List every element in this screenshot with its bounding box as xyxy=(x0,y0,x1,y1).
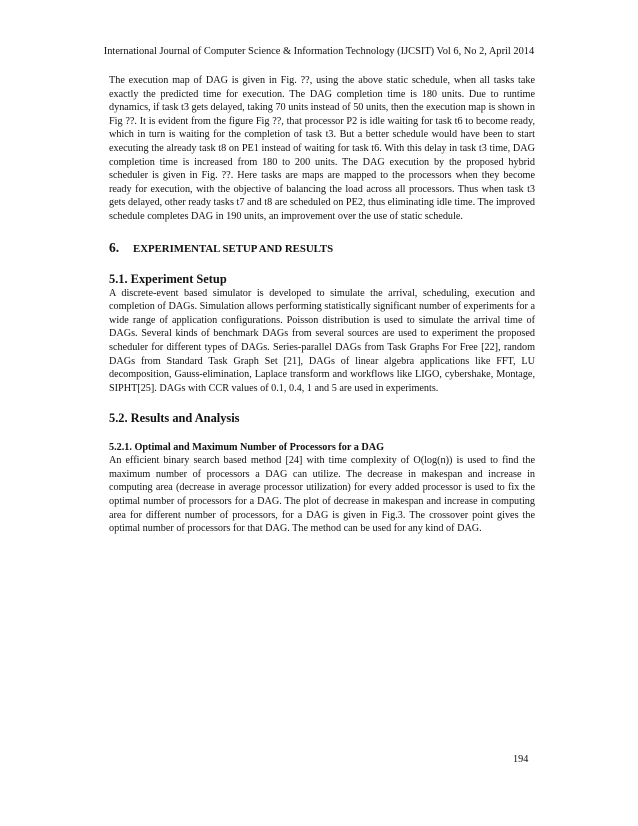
page-content xyxy=(109,74,535,536)
section-heading-6 xyxy=(109,241,535,256)
subsection-heading-5-1: 5.1. Experiment Setup xyxy=(109,271,227,286)
section-number: 6. xyxy=(109,239,120,255)
running-header: International Journal of Computer Science & Information Technology (IJCSIT) Vol 6, No 2, April 2014 xyxy=(103,46,535,57)
setup-paragraph: A discrete-event based simulator is developed to simulate the arrival, scheduling, execution and completion of DAGs. Simulation allows performing statistically significant number of experiments for a wide range of application configurations. Poisson distribution is used to simulate the arrival time of DAGs. Several kinds of benchmark DAGs from several sources are used to experiment the proposed scheduler for different types of DAGs. Series-parallel DAGs from Task Graphs For Free [22], random DAGs from Standard Task Graph Set [21], DAGs of linear algebra applications like FFT, LU decomposition, Gauss-elimination, Laplace transform and workflows like LIGO, cybershake, Montage, SIPHT[25]. DAGs with CCR values of 0.1, 0.4, 1 and 5 are used in experiments. xyxy=(109,287,535,394)
section-title: EXPERIMENTAL SETUP AND RESULTS xyxy=(133,242,334,255)
optimal-processors-paragraph: An efficient binary search based method [24] with time complexity of O(log(n)) is used to find the maximum number of processors a DAG can utilize. The decrease in makespan and increase in computing area (decrease in average processor utilization) for every added processor is used to fix the optimal number of processors for a DAG. The plot of decrease in makespan and increase in computing area for different number of processors, for a DAG is given in Fig.3. The crossover point gives the optimal number of processors for that DAG. The method can be used for any kind of DAG. xyxy=(109,455,535,535)
subsection-heading-5-2: 5.2. Results and Analysis xyxy=(109,411,240,426)
subsubsection-heading-5-2-1: 5.2.1. Optimal and Maximum Number of Processors for a DAG xyxy=(109,442,385,454)
page-number: 194 xyxy=(513,754,529,765)
intro-paragraph: The execution map of DAG is given in Fig. ??, using the above static schedule, when all tasks take exactly the predicted time for execution. The DAG completion time is 180 units. Due to runtime dynamics, if task t3 gets delayed, taking 70 units instead of 50 units, then the execution map is shown in Fig ??. It is evident from the figure Fig ??, that processor P2 is idle waiting for task t6 to become ready, which in turn is waiting for the completion of task t3. But a better schedule would have been to start executing the already task t8 on PE1 instead of waiting for task t6. With this delay in task t3 time, DAG completion time is increased from 180 to 200 units. The DAG execution by the proposed hybrid scheduler is given in Fig. ??. Here tasks are maps are mapped to the processors when they become ready for execution, with the objective of balancing the load across all processors. Thus when task t3 gets delayed, other ready tasks t7 and t8 are scheduled on PE2, thus eliminating idle time. The improved schedule completes DAG in 190 units, an improvement over the use of static schedule. xyxy=(109,75,535,222)
